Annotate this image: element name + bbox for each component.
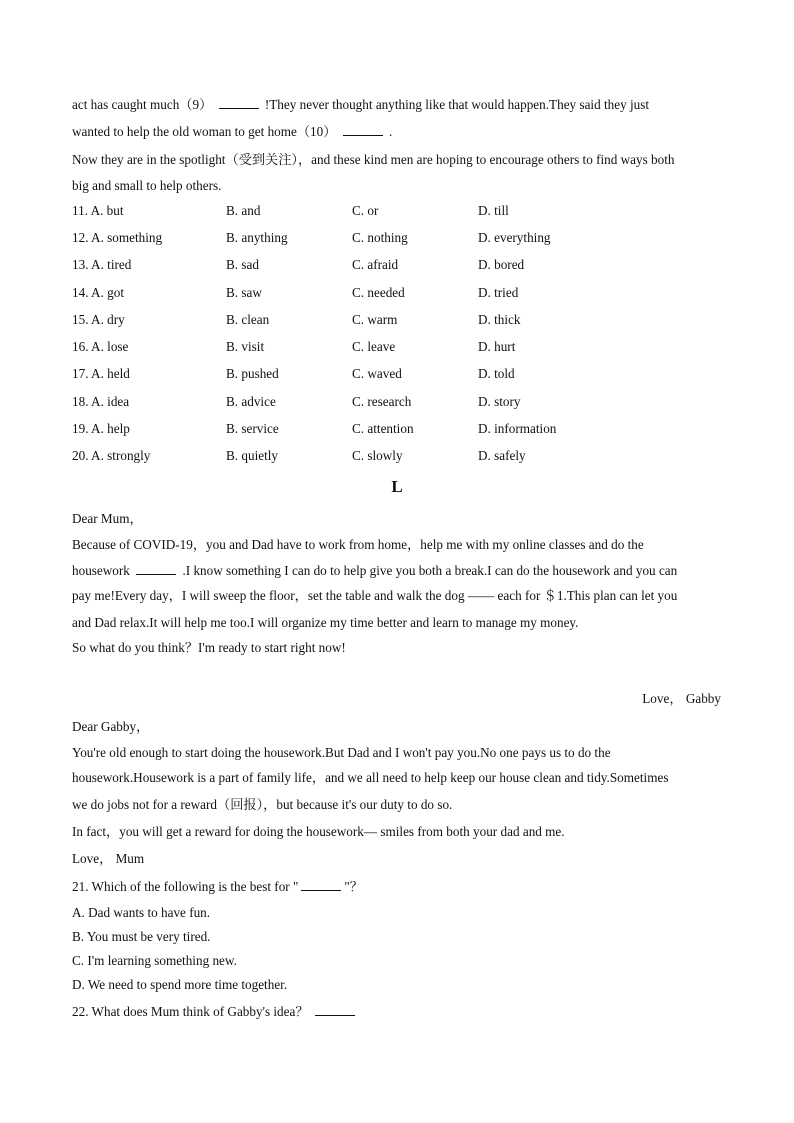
passage-line: Now they are in the spotlight（受到关注），and these kind men are hoping to encourage others to find ways both [72, 152, 675, 167]
option-d[interactable]: D. till [478, 203, 509, 218]
option-d[interactable]: D. bored [478, 257, 525, 272]
option-b[interactable]: B. and [226, 203, 261, 218]
option-c[interactable]: C. leave [352, 339, 396, 354]
letter-line: housework.Housework is a part of family life，and we all need to help keep our house clean and tidy.Sometimes [72, 770, 669, 785]
option-d[interactable]: D. everything [478, 230, 551, 245]
question-stem [72, 878, 363, 896]
option-c[interactable]: C. warm [352, 312, 398, 327]
text: 21. Which of the following is the best for " [72, 879, 299, 894]
letter-line: and Dad relax.It will help me too.I will organize my time better and learn to manage my money. [72, 615, 579, 630]
choice-c[interactable]: C. I'm learning something new. [72, 953, 237, 968]
option-b[interactable]: B. service [226, 421, 279, 436]
option-d[interactable]: D. story [478, 394, 521, 409]
option-a[interactable]: 20. A. strongly [72, 448, 151, 463]
answer-blank[interactable] [343, 123, 383, 136]
text: housework [72, 563, 130, 578]
option-c[interactable]: C. needed [352, 285, 405, 300]
option-c[interactable]: C. slowly [352, 448, 403, 463]
option-b[interactable]: B. saw [226, 285, 262, 300]
text: !They never thought anything like that would happen.They said they just [264, 97, 650, 112]
option-b[interactable]: B. anything [226, 230, 288, 245]
option-d[interactable]: D. hurt [478, 339, 516, 354]
answer-blank[interactable] [315, 1003, 355, 1016]
answer-blank[interactable] [219, 96, 259, 109]
option-c[interactable]: C. nothing [352, 230, 408, 245]
passage-line [72, 123, 392, 141]
letter-line: Because of COVID-19，you and Dad have to work from home，help me with my online classes and do the [72, 537, 644, 552]
letter-line: we do jobs not for a reward（回报），but because it's our duty to do so. [72, 797, 453, 812]
option-c[interactable]: C. afraid [352, 257, 399, 272]
letter-line [72, 562, 677, 580]
section-title: L [391, 477, 403, 496]
option-d[interactable]: D. safely [478, 448, 526, 463]
text: wanted to help the old woman to get home（10） [72, 124, 337, 139]
text: . [389, 124, 393, 139]
option-a[interactable]: 15. A. dry [72, 312, 125, 327]
option-d[interactable]: D. tried [478, 285, 519, 300]
text: act has caught much（9） [72, 97, 213, 112]
choice-b[interactable]: B. You must be very tired. [72, 929, 211, 944]
question-stem [72, 1003, 358, 1021]
option-b[interactable]: B. quietly [226, 448, 279, 463]
option-c[interactable]: C. waved [352, 366, 402, 381]
option-a[interactable]: 14. A. got [72, 285, 125, 300]
text: "？ [344, 879, 363, 894]
letter-greeting: Dear Gabby， [72, 719, 150, 734]
letter-signoff: Love， Gabby [642, 691, 721, 706]
choice-a[interactable]: A. Dad wants to have fun. [72, 905, 211, 920]
option-b[interactable]: B. advice [226, 394, 276, 409]
option-a[interactable]: 17. A. held [72, 366, 130, 381]
option-d[interactable]: D. told [478, 366, 515, 381]
answer-blank[interactable] [301, 878, 341, 891]
letter-line: So what do you think？I'm ready to start right now! [72, 640, 346, 655]
option-a[interactable]: 19. A. help [72, 421, 130, 436]
passage-line: big and small to help others. [72, 178, 222, 193]
text: .I know something I can do to help give you both a break.I can do the housework and you can [182, 563, 678, 578]
letter-greeting: Dear Mum， [72, 511, 143, 526]
answer-blank[interactable] [136, 562, 176, 575]
option-d[interactable]: D. thick [478, 312, 521, 327]
option-c[interactable]: C. attention [352, 421, 414, 436]
option-b[interactable]: B. sad [226, 257, 259, 272]
letter-signoff: Love， Mum [72, 851, 145, 866]
letter-line: You're old enough to start doing the housework.But Dad and I won't pay you.No one pays us to do the [72, 745, 611, 760]
option-c[interactable]: C. or [352, 203, 379, 218]
option-a[interactable]: 13. A. tired [72, 257, 132, 272]
option-a[interactable]: 12. A. something [72, 230, 163, 245]
passage-line [72, 96, 649, 114]
option-b[interactable]: B. clean [226, 312, 270, 327]
option-d[interactable]: D. information [478, 421, 557, 436]
option-a[interactable]: 18. A. idea [72, 394, 130, 409]
text: 22. What does Mum think of Gabby's idea？ [72, 1004, 309, 1019]
option-b[interactable]: B. visit [226, 339, 265, 354]
option-a[interactable]: 16. A. lose [72, 339, 129, 354]
option-c[interactable]: C. research [352, 394, 412, 409]
letter-line: In fact，you will get a reward for doing the housework— smiles from both your dad and me. [72, 824, 565, 839]
option-b[interactable]: B. pushed [226, 366, 279, 381]
letter-line: pay me!Every day，I will sweep the floor，set the table and walk the dog —— each for ＄1.This plan can let you [72, 588, 678, 603]
option-a[interactable]: 11. A. but [72, 203, 124, 218]
choice-d[interactable]: D. We need to spend more time together. [72, 977, 288, 992]
